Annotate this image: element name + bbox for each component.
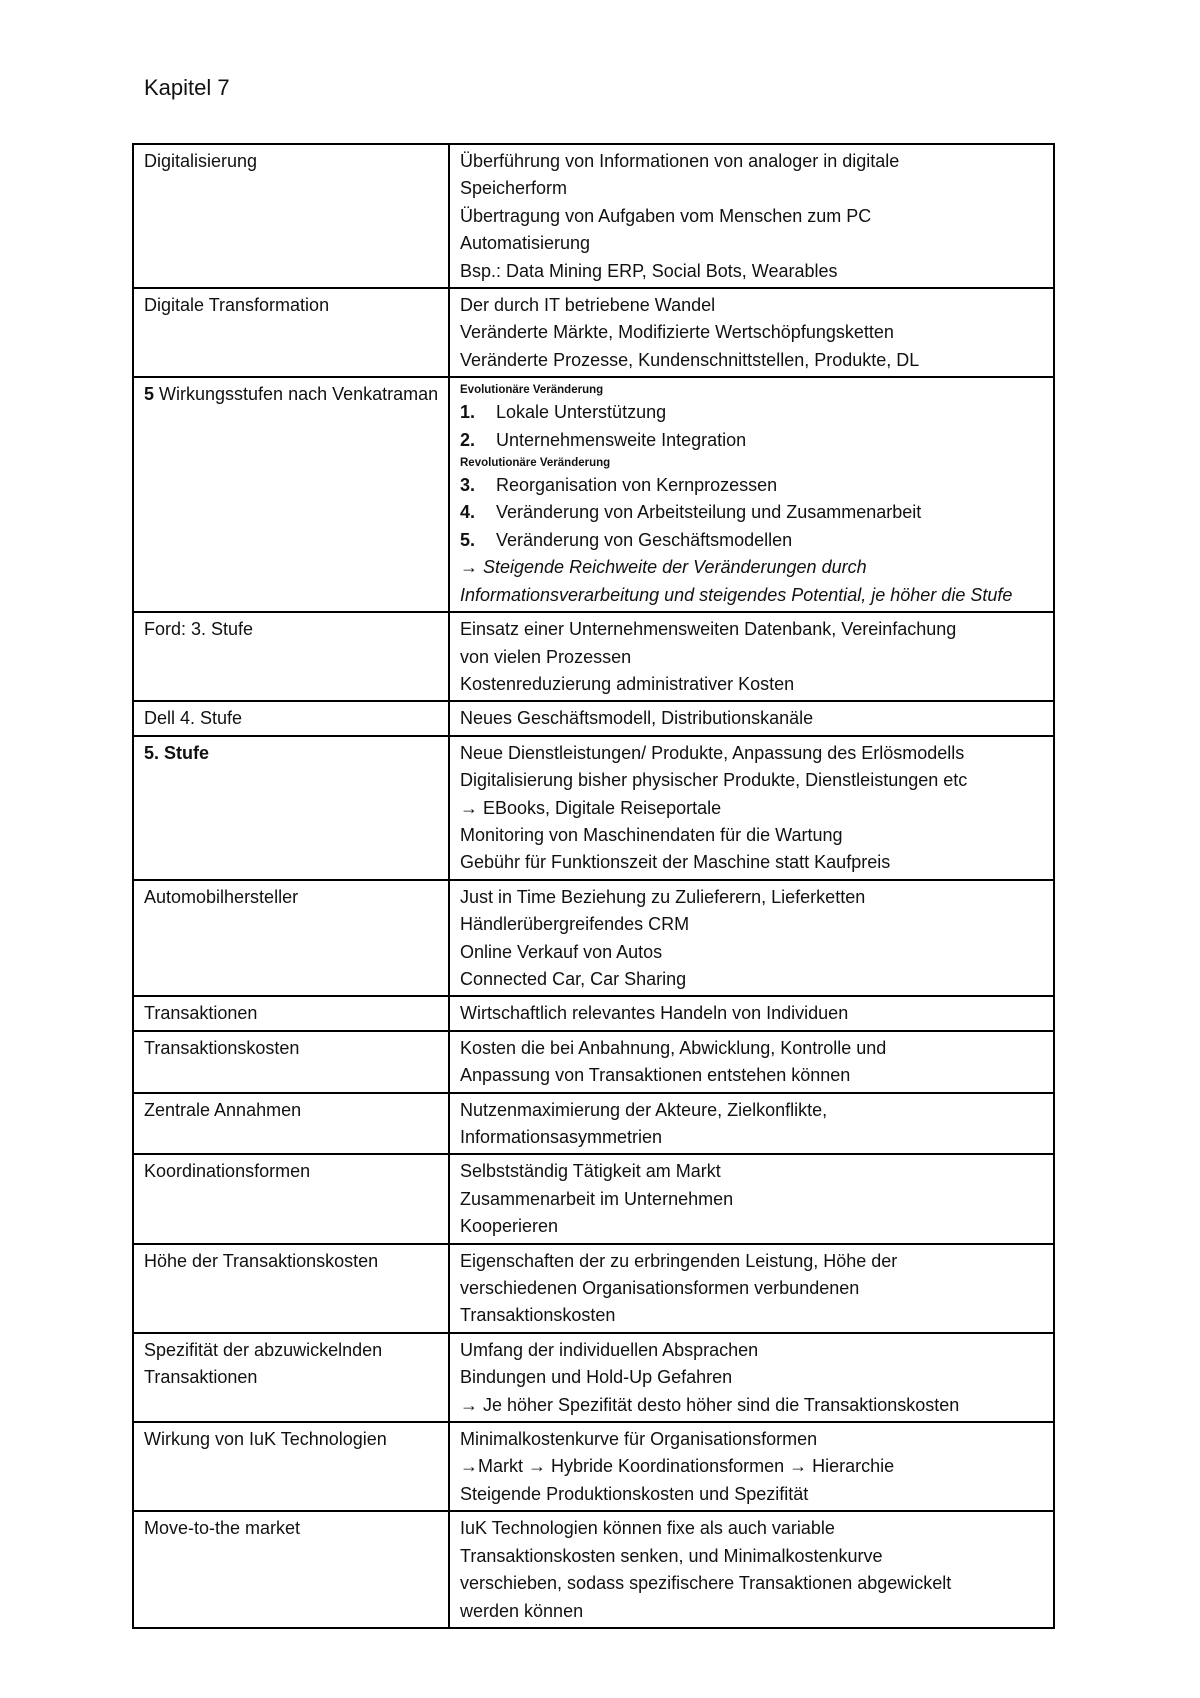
term-text: Transaktionskosten — [144, 1037, 300, 1058]
definition-line: Transaktionskosten — [460, 1305, 616, 1326]
definition-line: Veränderte Märkte, Modifizierte Wertschöpfungsketten — [460, 322, 894, 343]
term-cell — [133, 1154, 449, 1243]
definition-cell — [449, 144, 1054, 288]
term-cell — [133, 1244, 449, 1333]
definition-line: Bindungen und Hold-Up Gefahren — [460, 1367, 733, 1388]
table-row — [133, 880, 1054, 997]
definition-line: Kosten die bei Anbahnung, Abwicklung, Kontrolle und — [460, 1037, 887, 1058]
definitions-table — [132, 143, 1055, 1629]
term-cell — [133, 612, 449, 701]
term-cell — [133, 1031, 449, 1093]
table-row — [133, 1244, 1054, 1333]
definition-cell — [449, 288, 1054, 377]
table-row — [133, 1093, 1054, 1155]
definition-cell — [449, 1244, 1054, 1333]
definition-line: von vielen Prozessen — [460, 646, 632, 667]
definition-line: Gebühr für Funktionszeit der Maschine statt Kaufpreis — [460, 852, 891, 873]
definition-cell — [449, 1511, 1054, 1628]
definition-line: → Je höher Spezifität desto höher sind die Transaktionskosten — [460, 1394, 960, 1415]
numbered-item — [460, 499, 1045, 526]
definition-line: IuK Technologien können fixe als auch variable — [460, 1518, 835, 1539]
term-text: Spezifität der abzuwickelnden Transaktionen — [144, 1339, 383, 1388]
definition-cell — [449, 880, 1054, 997]
term-cell — [133, 736, 449, 880]
definition-line: Einsatz einer Unternehmensweiten Datenbank, Vereinfachung — [460, 619, 957, 640]
table-row — [133, 612, 1054, 701]
definition-line: Informationsasymmetrien — [460, 1127, 663, 1147]
item-text: Veränderung von Geschäftsmodellen — [496, 529, 793, 550]
item-number: 5. — [460, 529, 476, 550]
item-number: 3. — [460, 475, 476, 496]
numbered-item — [460, 527, 1045, 554]
definition-cell — [449, 1031, 1054, 1093]
term-text: Ford: 3. Stufe — [144, 619, 254, 640]
definition-line: Übertragung von Aufgaben vom Menschen zum PC — [460, 205, 872, 226]
term-text: Transaktionen — [144, 1003, 258, 1024]
term-cell — [133, 1511, 449, 1628]
table-row — [133, 701, 1054, 735]
definition-line: Selbstständig Tätigkeit am Markt — [460, 1161, 721, 1182]
definition-line: Händlerübergreifendes CRM — [460, 914, 690, 935]
page-title: Kapitel 7 — [144, 75, 230, 100]
item-text: Veränderung von Arbeitsteilung und Zusammenarbeit — [496, 502, 922, 523]
definition-line: Transaktionskosten senken, und Minimalkostenkurve — [460, 1545, 883, 1566]
definition-line: Speicherform — [460, 178, 568, 199]
item-text: Reorganisation von Kernprozessen — [496, 475, 778, 496]
definition-line: Umfang der individuellen Absprachen — [460, 1339, 759, 1360]
term-text: Dell 4. Stufe — [144, 708, 243, 729]
term-text: Digitalisierung — [144, 151, 258, 171]
term-text: Move-to-the market — [144, 1518, 301, 1539]
section-heading: Revolutionäre Veränderung — [460, 457, 611, 470]
term-cell — [133, 144, 449, 288]
definition-line: Kostenreduzierung administrativer Kosten — [460, 673, 795, 694]
term-text: Zentrale Annahmen — [144, 1099, 302, 1120]
term-text: Automobilhersteller — [144, 886, 299, 907]
numbered-item — [460, 472, 1045, 499]
definition-line: Neue Dienstleistungen/ Produkte, Anpassung des Erlösmodells — [460, 742, 965, 763]
item-number: 4. — [460, 502, 476, 523]
definition-line: Connected Car, Car Sharing — [460, 968, 687, 989]
definition-line: Neues Geschäftsmodell, Distributionskanäle — [460, 708, 814, 729]
definition-line: →Markt → Hybride Koordinationsformen → Hierarchie — [460, 1456, 895, 1477]
definition-line: → EBooks, Digitale Reiseportale — [460, 797, 722, 818]
item-number: 1. — [460, 402, 476, 423]
definition-cell — [449, 1093, 1054, 1155]
term-text: Höhe der Transaktionskosten — [144, 1250, 379, 1271]
definition-line: Monitoring von Maschinendaten für die Wartung — [460, 824, 843, 845]
definition-line: verschiedenen Organisationsformen verbundenen — [460, 1278, 860, 1299]
definition-cell — [449, 701, 1054, 735]
term-cell — [133, 288, 449, 377]
definition-line: Just in Time Beziehung zu Zulieferern, Lieferketten — [460, 886, 866, 907]
definition-line: Minimalkostenkurve für Organisationsformen — [460, 1429, 818, 1450]
table-row — [133, 288, 1054, 377]
definition-cell — [449, 612, 1054, 701]
item-number: 2. — [460, 429, 476, 450]
definition-line: Nutzenmaximierung der Akteure, Zielkonflikte, — [460, 1099, 828, 1120]
table-row — [133, 1154, 1054, 1243]
table-row — [133, 144, 1054, 288]
table-row — [133, 377, 1054, 612]
definition-line: Automatisierung — [460, 233, 591, 254]
definition-line: Veränderte Prozesse, Kundenschnittstellen, Produkte, DL — [460, 349, 920, 370]
term-rest: Wirkungsstufen nach Venkatraman — [154, 384, 439, 405]
numbered-item — [460, 399, 1045, 426]
table-row — [133, 1422, 1054, 1511]
term-cell — [133, 996, 449, 1030]
definition-line: Zusammenarbeit im Unternehmen — [460, 1188, 734, 1209]
term-cell — [133, 701, 449, 735]
definition-line: werden können — [460, 1600, 584, 1621]
definition-cell — [449, 377, 1054, 612]
term-cell — [133, 880, 449, 997]
definition-line: Eigenschaften der zu erbringenden Leistung, Höhe der — [460, 1250, 898, 1271]
table-row — [133, 736, 1054, 880]
table-row — [133, 1333, 1054, 1422]
definition-cell — [449, 736, 1054, 880]
definition-line: Steigende Produktionskosten und Spezifität — [460, 1483, 809, 1504]
table-row — [133, 1031, 1054, 1093]
term-cell — [133, 1093, 449, 1155]
term-text: Koordinationsformen — [144, 1161, 311, 1182]
definition-line: Anpassung von Transaktionen entstehen können — [460, 1065, 851, 1086]
item-text: Lokale Unterstützung — [496, 402, 667, 423]
definition-line: Digitalisierung bisher physischer Produkte, Dienstleistungen etc — [460, 770, 968, 791]
item-text: Unternehmensweite Integration — [496, 429, 747, 450]
definition-line: Überführung von Informationen von analoger in digitale — [460, 151, 900, 171]
definition-cell — [449, 996, 1054, 1030]
table-row — [133, 1511, 1054, 1628]
note-text: → Steigende Reichweite der Veränderungen durch Informationsverarbeitung und steigendes Potential, je höher die Stufe — [460, 557, 1013, 605]
definition-line: verschieben, sodass spezifischere Transaktionen abgewickelt — [460, 1573, 952, 1594]
term-text — [144, 381, 440, 408]
term-text: Digitale Transformation — [144, 295, 330, 316]
table-row — [133, 996, 1054, 1030]
term-text: 5. Stufe — [144, 742, 210, 763]
definition-line: Kooperieren — [460, 1216, 559, 1237]
numbered-item — [460, 427, 1045, 454]
definition-cell — [449, 1422, 1054, 1511]
section-heading: Evolutionäre Veränderung — [460, 384, 604, 397]
definition-line: Online Verkauf von Autos — [460, 941, 663, 962]
definition-cell — [449, 1154, 1054, 1243]
definition-line: Der durch IT betriebene Wandel — [460, 295, 716, 316]
term-cell — [133, 377, 449, 612]
term-cell — [133, 1422, 449, 1511]
definition-line: Wirtschaftlich relevantes Handeln von Individuen — [460, 1003, 849, 1024]
definition-cell — [449, 1333, 1054, 1422]
term-number: 5 — [144, 384, 155, 405]
term-cell — [133, 1333, 449, 1422]
definition-line: Bsp.: Data Mining ERP, Social Bots, Wearables — [460, 260, 838, 281]
term-text: Wirkung von IuK Technologien — [144, 1429, 387, 1450]
